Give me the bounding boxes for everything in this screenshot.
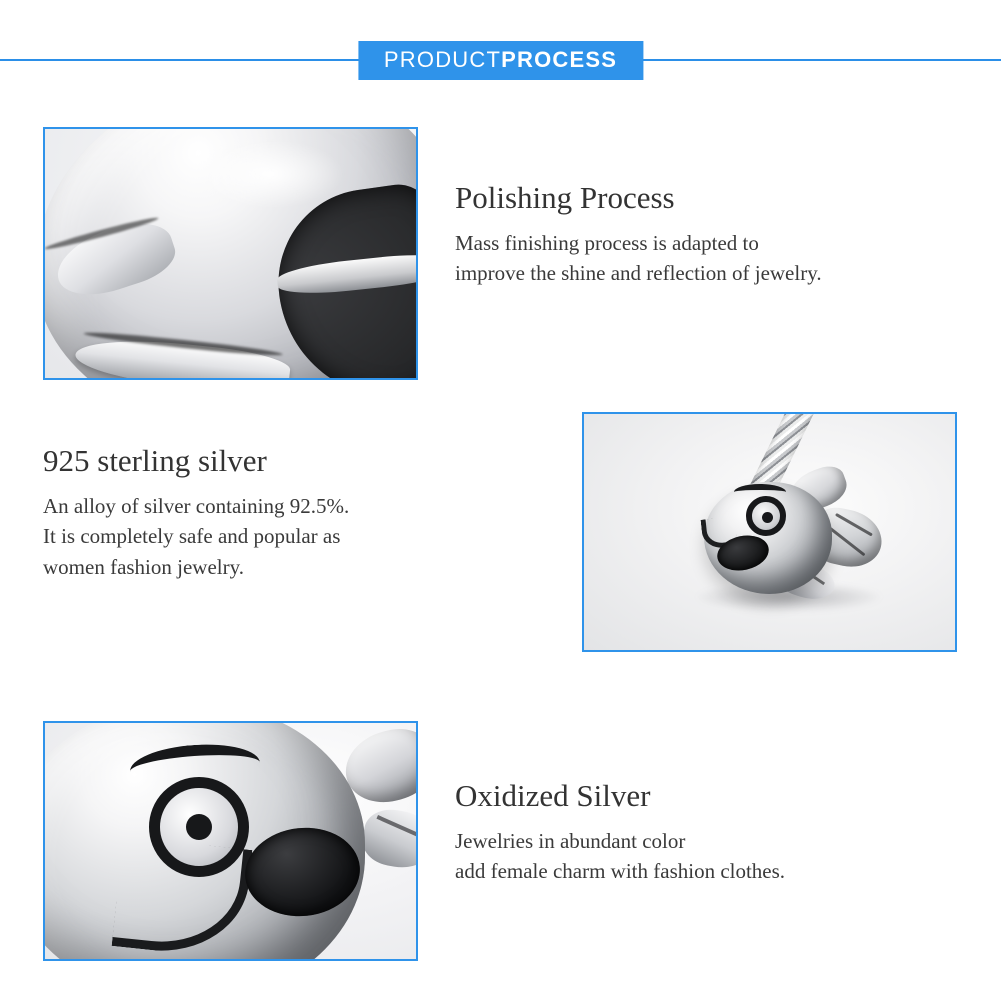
header-title-bold: PROCESS xyxy=(501,47,618,72)
image-backdrop xyxy=(584,414,955,650)
section-heading-oxidized: Oxidized Silver xyxy=(455,778,651,813)
section-body-oxidized-line1: Jewelries in abundant color xyxy=(455,828,686,853)
page-header xyxy=(0,0,1001,95)
image-backdrop xyxy=(45,723,416,959)
product-image-polishing xyxy=(43,127,418,380)
section-sterling-text xyxy=(43,443,523,583)
product-image-oxidized xyxy=(43,721,418,961)
fish-eye xyxy=(746,496,786,536)
header-title-light: PRODUCT xyxy=(383,47,502,72)
product-image-sterling xyxy=(582,412,957,652)
section-polishing-text xyxy=(455,180,985,289)
section-body-sterling-line2: It is completely safe and popular as xyxy=(43,524,341,549)
section-body-sterling-line3: women fashion jewelry. xyxy=(43,554,244,579)
section-oxidized-text xyxy=(455,778,975,887)
fin-bottom xyxy=(359,805,418,873)
section-body-polishing-line2: improve the shine and reflection of jewelry. xyxy=(455,261,822,286)
highlight-gloss xyxy=(195,139,345,209)
section-body-oxidized-line2: add female charm with fashion clothes. xyxy=(455,859,786,884)
header-banner xyxy=(358,41,643,80)
section-body-polishing-line1: Mass finishing process is adapted to xyxy=(455,230,759,255)
image-backdrop xyxy=(45,129,416,378)
section-body-sterling-line1: An alloy of silver containing 92.5%. xyxy=(43,493,350,518)
section-heading-polishing: Polishing Process xyxy=(455,180,675,215)
section-heading-sterling: 925 sterling silver xyxy=(43,443,267,478)
